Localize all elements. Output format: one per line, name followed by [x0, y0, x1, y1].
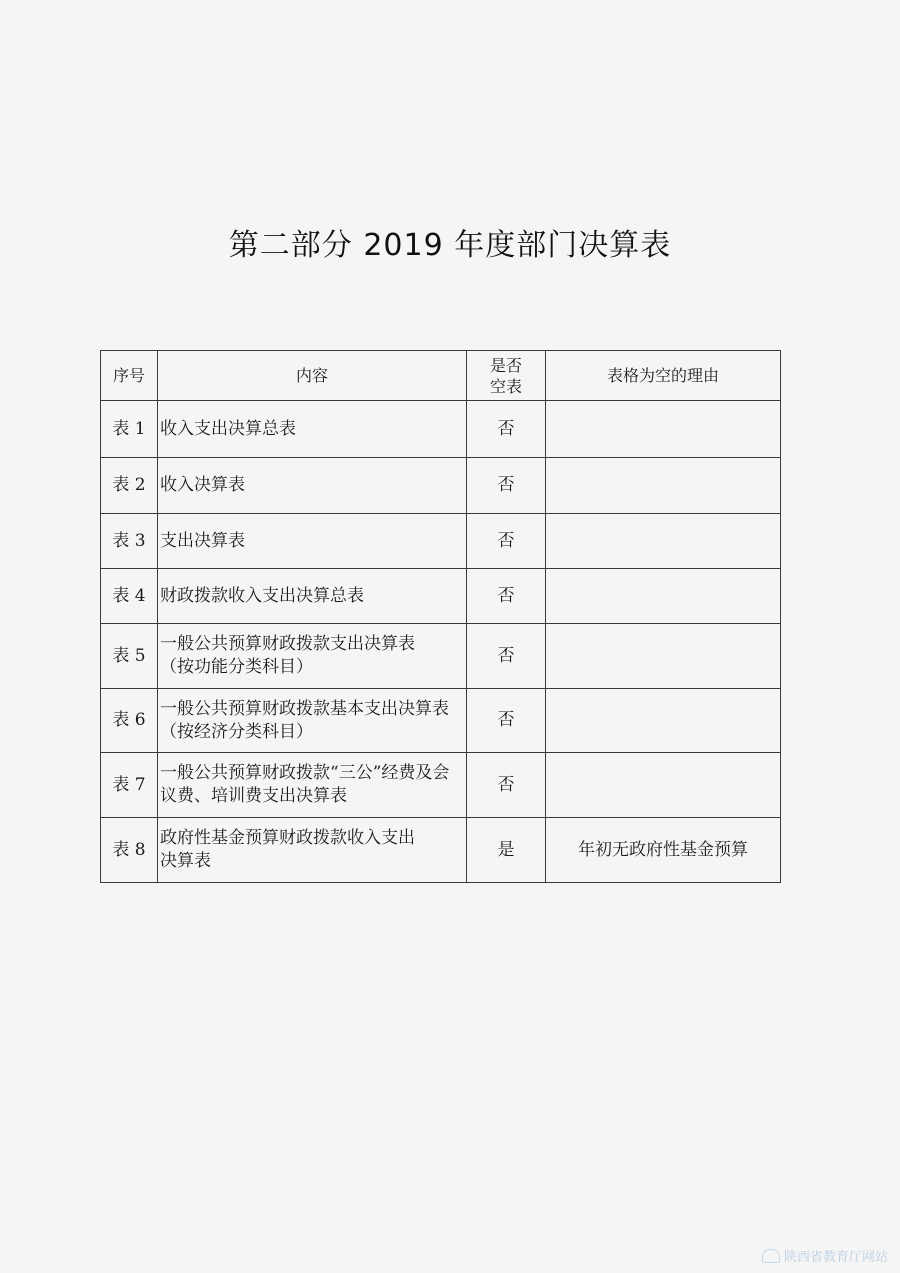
row-content [158, 624, 467, 689]
row-content-line: 收入支出决算总表 [160, 418, 296, 439]
row-content-line: 一般公共预算财政拨款基本支出决算表 [160, 698, 449, 719]
row-content-line: 一般公共预算财政拨款“三公”经费及会 [160, 763, 450, 783]
header-reason: 表格为空的理由 [546, 351, 781, 401]
table-row [101, 458, 781, 514]
row-index: 表 4 [101, 569, 158, 624]
header-is-empty [467, 351, 546, 401]
watermark [762, 1246, 888, 1265]
row-reason [546, 753, 781, 818]
row-content [158, 689, 467, 753]
row-content [158, 818, 467, 883]
row-reason [546, 569, 781, 624]
row-content [158, 753, 467, 818]
row-content-line: 政府性基金预算财政拨款收入支出 [160, 828, 415, 848]
row-index: 表 5 [101, 624, 158, 689]
table-row [101, 624, 781, 689]
row-is-empty: 否 [467, 458, 546, 514]
row-is-empty: 否 [467, 401, 546, 458]
row-reason [546, 458, 781, 514]
header-content: 内容 [158, 351, 467, 401]
row-is-empty: 是 [467, 818, 546, 883]
row-content-line: （按经济分类科目） [160, 721, 313, 742]
header-index: 序号 [101, 351, 158, 401]
row-content [158, 401, 467, 458]
row-content-line: 财政拨款收入支出决算总表 [160, 585, 364, 606]
row-is-empty: 否 [467, 689, 546, 753]
page-title: 第二部分 2019 年度部门决算表 [228, 228, 672, 263]
row-content [158, 514, 467, 569]
row-reason [546, 624, 781, 689]
row-content [158, 569, 467, 624]
row-content [158, 458, 467, 514]
final-accounts-table [100, 350, 781, 883]
row-content-line: 支出决算表 [160, 530, 245, 551]
row-content-line: 一般公共预算财政拨款支出决算表 [160, 634, 415, 654]
row-reason [546, 689, 781, 753]
row-content-line: 议费、培训费支出决算表 [160, 786, 347, 806]
row-reason [546, 401, 781, 458]
row-reason [546, 514, 781, 569]
row-reason: 年初无政府性基金预算 [546, 818, 781, 883]
row-index: 表 6 [101, 689, 158, 753]
row-index: 表 3 [101, 514, 158, 569]
row-content-line: 决算表 [160, 851, 211, 871]
header-is-empty-line: 空表 [489, 376, 522, 396]
table-header-row [101, 351, 781, 401]
watermark-logo-icon [762, 1249, 780, 1263]
row-index: 表 8 [101, 818, 158, 883]
row-is-empty: 否 [467, 753, 546, 818]
row-index: 表 1 [101, 401, 158, 458]
table-row [101, 569, 781, 624]
row-is-empty: 否 [467, 514, 546, 569]
table-row [101, 514, 781, 569]
watermark-text: 陕西省教育厅网站 [783, 1250, 888, 1265]
row-is-empty: 否 [467, 624, 546, 689]
table-row [101, 818, 781, 883]
table-row [101, 753, 781, 818]
header-is-empty-line: 是否 [489, 355, 522, 375]
table-row [101, 689, 781, 753]
table-row [101, 401, 781, 458]
row-content-line: 收入决算表 [160, 475, 245, 495]
row-index: 表 2 [101, 458, 158, 514]
row-index: 表 7 [101, 753, 158, 818]
row-is-empty: 否 [467, 569, 546, 624]
row-content-line: （按功能分类科目） [160, 657, 313, 677]
